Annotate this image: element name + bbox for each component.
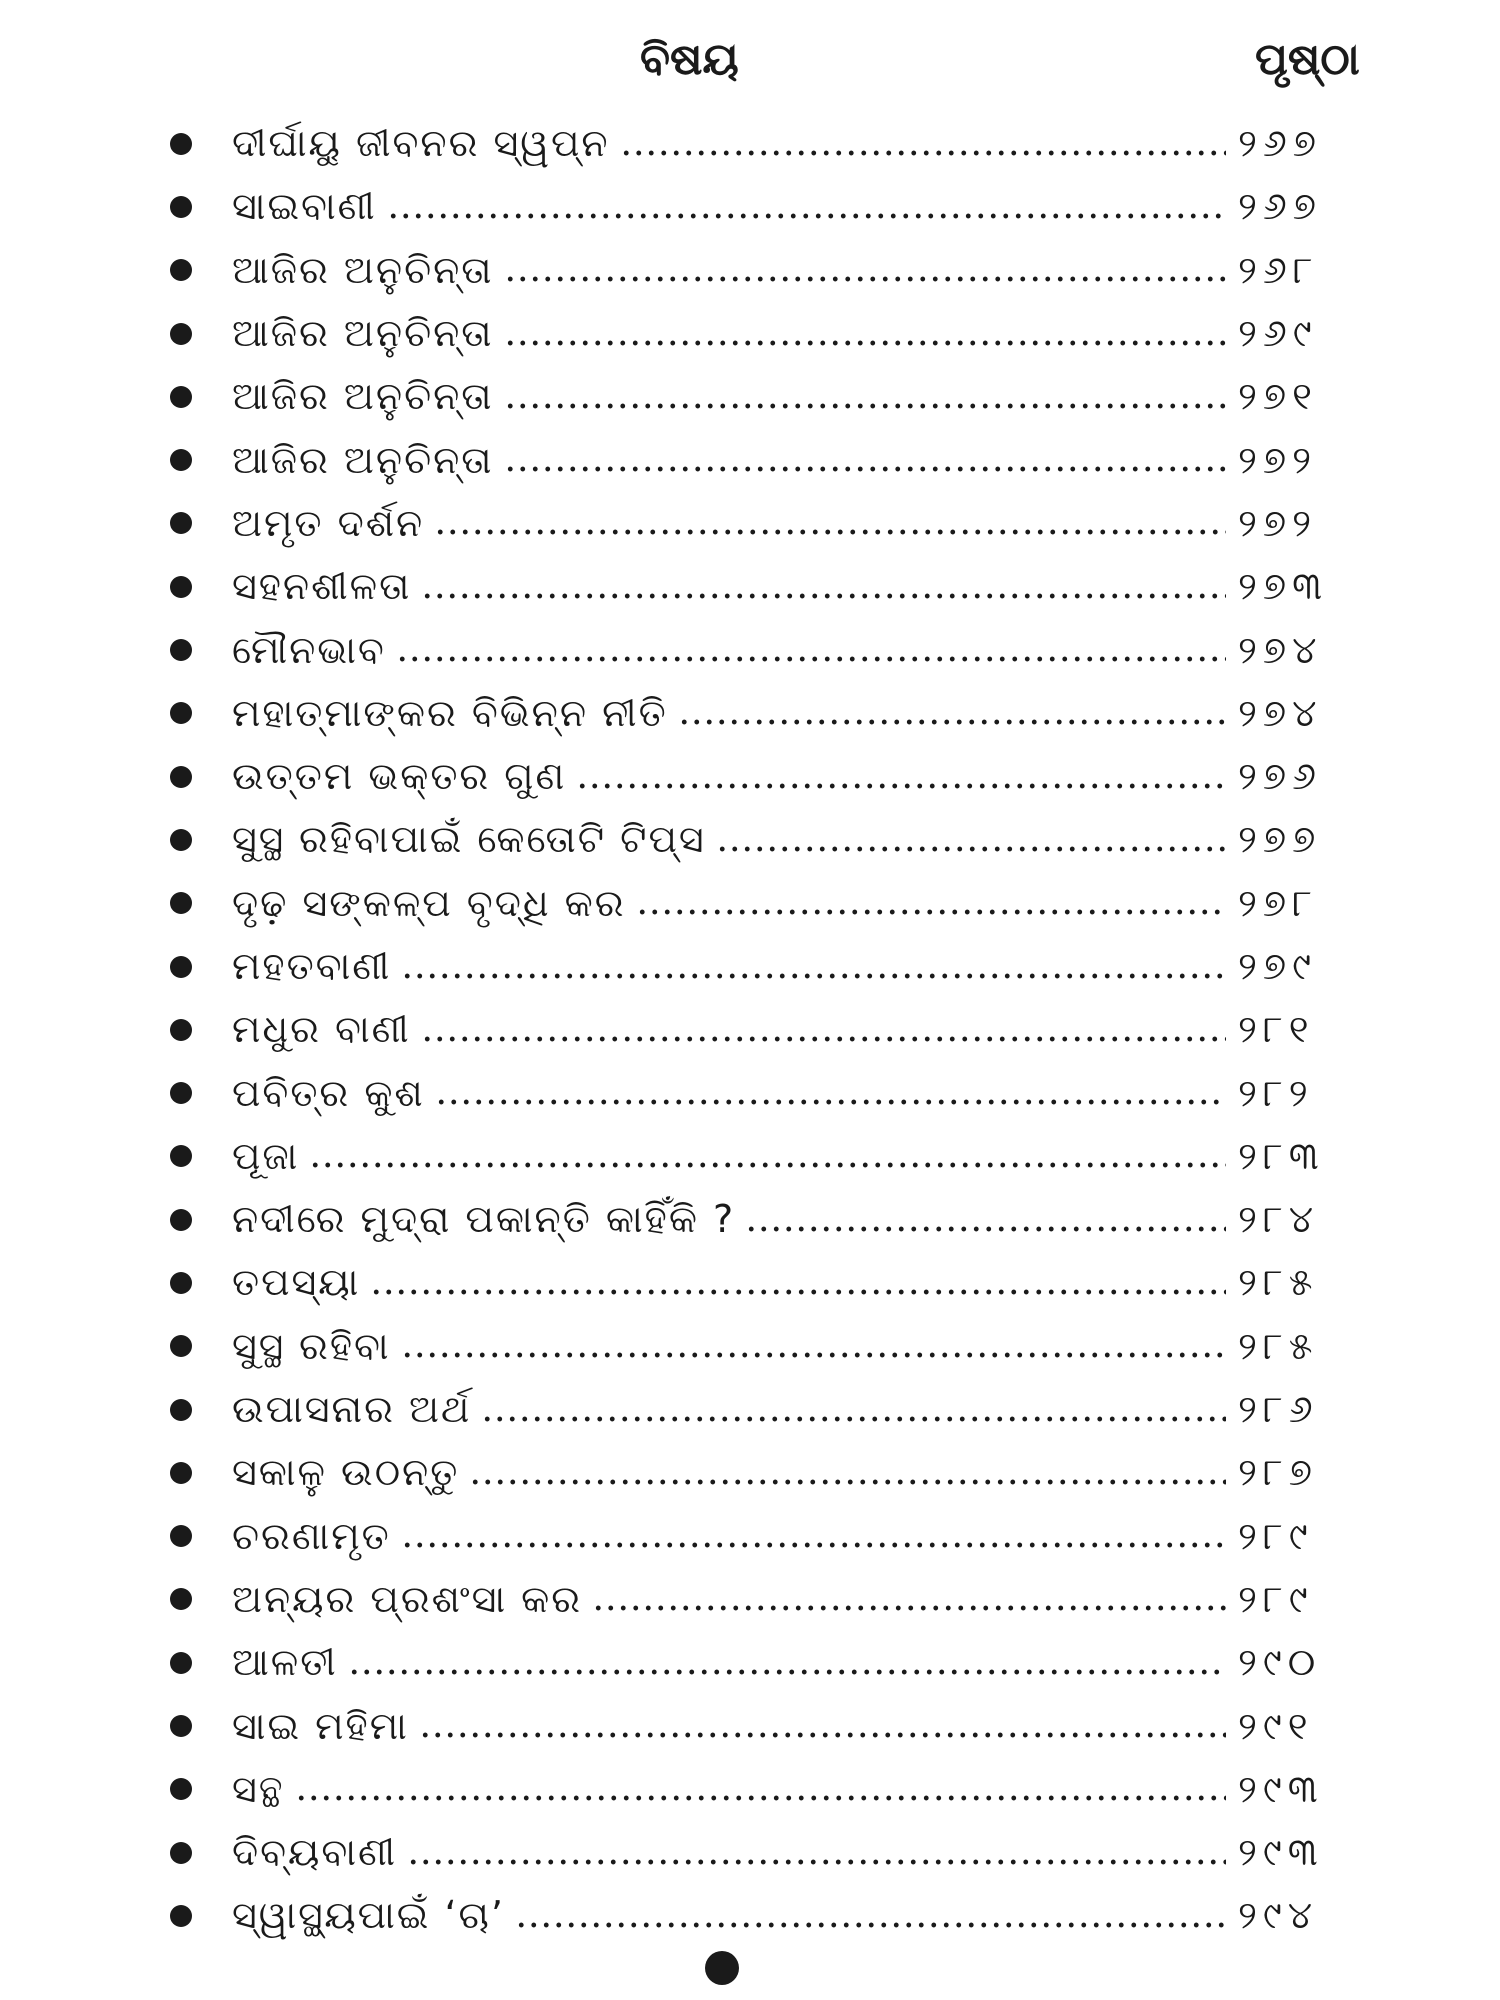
toc-entry-page: ୨୭୪ [1238,690,1323,735]
dot-leader [387,213,1226,219]
bullet-icon [170,1082,192,1104]
toc-entry-title: ନଦୀରେ ମୁଦ୍ରା ପକାନ୍ତି କାହିଁକି ? [232,1197,736,1242]
toc-entry-page: ୨୯୪ [1238,1893,1319,1938]
dot-leader [421,1036,1226,1042]
toc-entry-page: ୨୯୧ [1238,1703,1314,1748]
toc-entry-title: ମହାତ୍ମାଙ୍କର ବିଭିନ୍ନ ନୀତି [232,690,668,735]
bullet-icon [170,386,192,408]
dot-leader [504,403,1227,409]
bullet-icon [170,956,192,978]
dot-leader [295,1795,1226,1801]
bullet-icon [170,1399,192,1421]
bullet-icon [170,1145,192,1167]
toc-entry [170,1631,1350,1694]
toc-entry-page: ୨୮୯ [1238,1513,1314,1558]
toc-entry-page: ୨୬୭ [1238,184,1323,229]
toc-entry-title: ତପସ୍ୟା [232,1260,361,1305]
toc-entry-page: ୨୮୩ [1238,1133,1325,1178]
bullet-icon [170,829,192,851]
toc-entry-title: ଅନ୍ୟର ପ୍ରଶଂସା କର [232,1576,583,1621]
toc-entry-title: ସକାଳୁ ଉଠନ୍ତୁ [232,1450,460,1495]
bullet-icon [170,449,192,471]
toc-entry-page: ୨୬୯ [1238,311,1318,356]
dot-leader [716,846,1226,852]
bullet-icon [170,1905,192,1927]
bullet-icon [170,1209,192,1231]
toc-entry-page: ୨୮୫ [1238,1323,1319,1368]
toc-entry [170,239,1350,302]
toc-entry-page: ୨୭୪ [1238,627,1323,672]
toc-entry-page: ୨୭୯ [1238,944,1318,988]
toc-entry [170,1505,1350,1568]
dot-leader [592,1605,1226,1611]
toc-entry [170,302,1350,365]
toc-entry-page: ୨୬୮ [1238,247,1319,292]
toc-entry [170,555,1350,618]
toc-entry-page: ୨୯୩ [1238,1766,1324,1811]
page-column-heading: ପୃଷ୍ଠା [1255,34,1360,85]
toc-entry [170,365,1350,428]
bullet-icon [170,1588,192,1610]
dot-leader [348,1669,1226,1675]
bullet-icon [170,1335,192,1357]
dot-leader [309,1162,1226,1168]
dot-leader [576,783,1226,789]
toc-entry-page: ୨୭୨ [1238,500,1318,545]
toc-entry-page: ୨୯୦ [1238,1640,1322,1685]
dot-leader [401,1352,1226,1358]
bullet-icon [170,892,192,914]
toc-entry [170,1884,1350,1947]
toc-entry-title: ଦୃଢ଼ ସଙ୍କଳ୍ପ ବୃଦ୍ଧି କର [232,880,626,925]
toc-header [0,20,1500,100]
toc-entry [170,1758,1350,1821]
toc-entry [170,1251,1350,1314]
dot-leader [407,1859,1226,1865]
dot-leader [636,909,1226,915]
dot-leader [620,150,1226,156]
toc-entry-title: ଆଜିର ଅନୁଚିନ୍ତା [232,374,494,419]
bullet-icon [170,1272,192,1294]
dot-leader [435,1099,1226,1105]
bullet-icon [170,766,192,788]
bullet-icon [170,512,192,534]
toc-entry-title: ସୁସ୍ଥ ରହିବା [232,1323,391,1368]
toc-entry-page: ୨୭୨ [1238,437,1318,482]
toc-entry [170,175,1350,238]
bullet-icon [170,1715,192,1737]
bullet-icon [170,133,192,155]
toc-entry [170,1568,1350,1631]
toc-entry-title: ଆଜିର ଅନୁଚିନ୍ତା [232,437,494,482]
dot-leader [396,656,1226,662]
bullet-icon [170,1462,192,1484]
toc-entry-page: ୨୬୭ [1238,121,1323,166]
toc-entry [170,112,1350,175]
page-marker-dot [705,1951,739,1985]
bullet-icon [170,1525,192,1547]
contents-column-heading: ବିଷୟ [640,34,739,85]
toc-entry-page: ୨୮୨ [1238,1070,1314,1115]
dot-leader [481,1416,1226,1422]
toc-entry-title: ଦୀର୍ଘାୟୁ ଜୀବନର ସ୍ୱପ୍ନ [232,121,610,166]
bullet-icon [170,259,192,281]
dot-leader [504,276,1227,282]
dot-leader [678,719,1226,725]
toc-entry [170,492,1350,555]
dot-leader [504,340,1227,346]
toc-entry-page: ୨୭୬ [1238,754,1323,799]
toc-entry-page: ୨୮୫ [1238,1260,1319,1305]
toc-entry [170,1315,1350,1378]
bullet-icon [170,196,192,218]
toc-entry [170,1061,1350,1124]
toc-entry-title: ପବିତ୍ର କୁଶ [232,1070,425,1115]
toc-entry [170,618,1350,681]
toc-entry [170,935,1350,998]
toc-entry-page: ୨୮୬ [1238,1387,1319,1432]
bullet-icon [170,1778,192,1800]
toc-entry [170,745,1350,808]
dot-leader [419,1732,1226,1738]
toc-entry-page: ୨୮୯ [1238,1576,1314,1621]
toc-entry [170,682,1350,745]
toc-entry-title: ମହତବାଣୀ [232,944,392,988]
dot-leader [370,1289,1226,1295]
toc-entry-title: ଉତ୍ତମ ଭକ୍ତର ଗୁଣ [232,754,567,799]
dot-leader [504,466,1227,472]
bullet-icon [170,1652,192,1674]
toc-entry-page: ୨୭୮ [1238,880,1319,925]
toc-entry-page: ୨୮୪ [1238,1197,1320,1242]
toc-entry-title: ସାଇବାଣୀ [232,184,377,229]
toc-entry [170,998,1350,1061]
toc-entry-title: ଆଳତୀ [232,1640,338,1685]
dot-leader [421,593,1226,599]
toc-entry [170,1125,1350,1188]
toc-entry-page: ୨୭୧ [1238,374,1318,419]
toc-entry-title: ପୂଜା [232,1133,300,1178]
bullet-icon [170,323,192,345]
toc-entry [170,1821,1350,1884]
toc-entry-title: ଆଜିର ଅନୁଚିନ୍ତା [232,247,494,292]
toc-entry-title: ଅମୃତ ଦର୍ଶନ [232,500,425,545]
toc-entry-title: ଚରଣାମୃତ [232,1513,391,1558]
bullet-icon [170,639,192,661]
toc-entry-page: ୨୮୧ [1238,1007,1315,1052]
bullet-icon [170,1842,192,1864]
toc-entry-title: ସାଇ ମହିମା [232,1703,409,1748]
toc-entry-title: ସୁସ୍ଥ ରହିବାପାଇଁ କେତୋଟି ଟିପ୍ସ [232,817,706,862]
toc-entry-page: ୨୮୭ [1238,1450,1319,1495]
dot-leader [434,529,1226,535]
toc-entry [170,1378,1350,1441]
toc-entry-page: ୨୭୭ [1238,817,1322,862]
toc-entry [170,1441,1350,1504]
toc-entry [170,872,1350,935]
toc-entry-title: ଆଜିର ଅନୁଚିନ୍ତା [232,311,494,356]
dot-leader [745,1226,1226,1232]
dot-leader [401,973,1226,979]
table-of-contents [170,112,1350,1948]
toc-entry-title: ଦିବ୍ୟବାଣୀ [232,1830,398,1875]
bullet-icon [170,576,192,598]
bullet-icon [170,1019,192,1041]
toc-entry-title: ସନ୍ଥ [232,1766,285,1811]
toc-entry [170,808,1350,871]
toc-entry [170,1694,1350,1757]
toc-entry-title: ସହନଶୀଳତା [232,564,412,609]
toc-entry-title: ଉପାସନାର ଅର୍ଥ [232,1387,472,1432]
dot-leader [515,1922,1226,1928]
bullet-icon [170,702,192,724]
toc-entry-title: ମୌନଭାବ [232,627,386,672]
toc-entry [170,428,1350,491]
dot-leader [469,1479,1226,1485]
dot-leader [401,1542,1226,1548]
toc-entry [170,1188,1350,1251]
toc-entry-page: ୨୯୩ [1238,1830,1324,1875]
toc-entry-title: ସ୍ୱାସ୍ଥ୍ୟପାଇଁ ‘ଚା’ [232,1893,505,1938]
toc-entry-title: ମଧୁର ବାଣୀ [232,1007,411,1052]
toc-entry-page: ୨୭୩ [1238,564,1329,609]
